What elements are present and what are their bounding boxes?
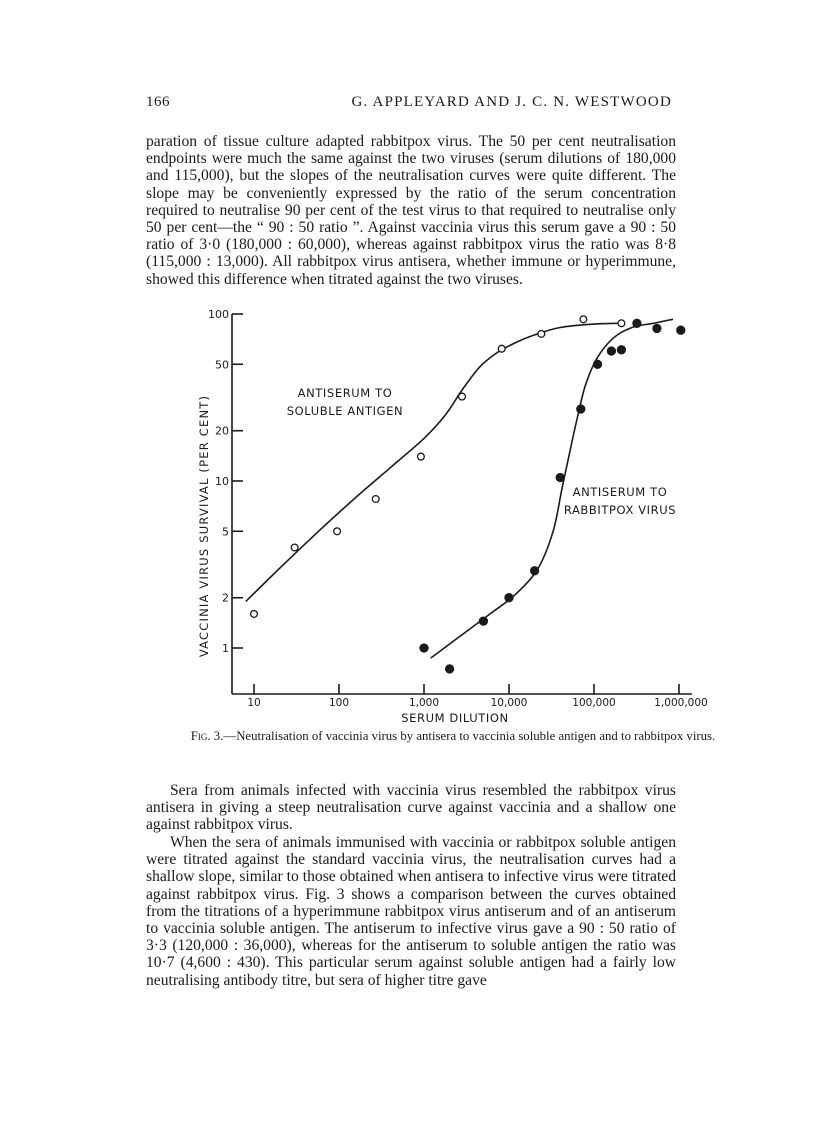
page-header xyxy=(146,94,672,116)
data-point-rabbitpox xyxy=(577,405,585,413)
data-point-rabbitpox xyxy=(505,594,513,602)
x-tick-label: 100,000 xyxy=(572,697,616,709)
caption-label: Fig. 3. xyxy=(190,729,224,743)
data-point-rabbitpox xyxy=(633,319,641,327)
series-label-soluble-antigen: SOLUBLE ANTIGEN xyxy=(286,404,404,418)
y-tick-label: 50 xyxy=(215,358,229,372)
data-point-rabbitpox xyxy=(479,617,487,625)
body-paragraph: Sera from animals infected with vaccinia virus resembled the rabbitpox virus antisera in giving a steep neutralisation curve against vaccinia and a shallow one against rabbitpox virus. xyxy=(146,782,676,834)
data-point-soluble-antigen xyxy=(618,320,625,327)
data-point-rabbitpox xyxy=(653,324,661,332)
chart-labels xyxy=(287,386,676,517)
x-tick-label: 1,000 xyxy=(408,697,440,709)
data-point-soluble-antigen xyxy=(459,393,466,400)
y-axis-title: VACCINIA VIRUS SURVIVAL (PER CENT) xyxy=(197,394,211,658)
data-point-soluble-antigen xyxy=(251,611,258,618)
data-point-soluble-antigen xyxy=(372,496,379,503)
running-head: G. APPLEYARD AND J. C. N. WESTWOOD xyxy=(351,94,672,110)
data-point-soluble-antigen xyxy=(291,544,298,551)
y-tick-label: 5 xyxy=(222,525,229,539)
x-tick-label: 1,000,000 xyxy=(654,697,708,709)
data-point-rabbitpox xyxy=(556,474,564,482)
data-point-soluble-antigen xyxy=(580,316,587,323)
data-point-rabbitpox xyxy=(677,326,685,334)
x-tick-label: 10,000 xyxy=(490,697,528,709)
body-paragraph: When the sera of animals immunised with vaccinia or rabbitpox soluble antigen were titrated against the standard vaccinia virus, the neutralisation curves had a shallow slope, similar to those obtained when antisera to infective virus were titrated against rabbitpox virus. Fig. 3 shows a comparison between the curves obtained from the titrations of a hyperimmune rabbitpox virus antiserum and of an antiserum to vaccinia soluble antigen. The antiserum to infective virus gave a 90 : 50 ratio of 3·3 (120,000 : 36,000), whereas for the antiserum to soluble antigen the ratio was 10·7 (4,600 : 430). This particular serum against soluble antigen had a fairly low neutralising antibody titre, but sera of higher titre gave xyxy=(146,834,676,989)
data-point-soluble-antigen xyxy=(418,453,425,460)
x-tick-label: 100 xyxy=(328,697,350,709)
figure-caption xyxy=(175,729,731,744)
y-tick-label: 2 xyxy=(222,591,229,605)
figure-3 xyxy=(0,296,816,726)
data-point-rabbitpox xyxy=(607,347,615,355)
data-point-rabbitpox xyxy=(594,360,602,368)
data-point-soluble-antigen xyxy=(498,345,505,352)
page-number: 166 xyxy=(146,94,170,110)
series-curve-soluble-antigen xyxy=(246,323,623,601)
x-axis-title: SERUM DILUTION xyxy=(401,711,509,725)
y-tick-label: 1 xyxy=(222,642,229,655)
body-paragraph: paration of tissue culture adapted rabbitpox virus. The 50 per cent neutralisation endpoints were much the same against the two viruses (serum dilutions of 180,000 and 115,000), but the slopes of the neutralisation curves were quite different. The slope may be conveniently expressed by the ratio of the serum concentration required to neutralise 90 per cent of the test virus to that required to neutralise only 50 per cent—the “ 90 : 50 ratio ”. Against vaccinia virus this serum gave a 90 : 50 ratio of 3·0 (180,000 : 60,000), whereas against rabbitpox virus the ratio was 8·8 (115,000 : 13,000). All rabbitpox virus antisera, whether immune or hyperimmune, showed this difference when titrated against the two viruses. xyxy=(146,133,676,288)
data-point-rabbitpox xyxy=(531,567,539,575)
data-point-rabbitpox xyxy=(446,665,454,673)
data-point-soluble-antigen xyxy=(538,331,545,338)
series-label-rabbitpox: RABBITPOX VIRUS xyxy=(563,503,677,517)
y-tick-label: 20 xyxy=(215,424,229,438)
y-tick-label: 100 xyxy=(208,308,229,321)
series-label-soluble-antigen: ANTISERUM TO xyxy=(297,386,393,400)
x-tick-label: 10 xyxy=(247,697,261,709)
neutralisation-chart xyxy=(0,296,816,726)
series-label-rabbitpox: ANTISERUM TO xyxy=(572,485,668,499)
data-point-soluble-antigen xyxy=(334,528,341,535)
y-tick-label: 10 xyxy=(215,475,229,488)
data-point-rabbitpox xyxy=(420,644,428,652)
data-point-rabbitpox xyxy=(617,346,625,354)
caption-text: —Neutralisation of vaccinia virus by antisera to vaccinia soluble antigen and to rabbitpox virus. xyxy=(223,729,716,743)
